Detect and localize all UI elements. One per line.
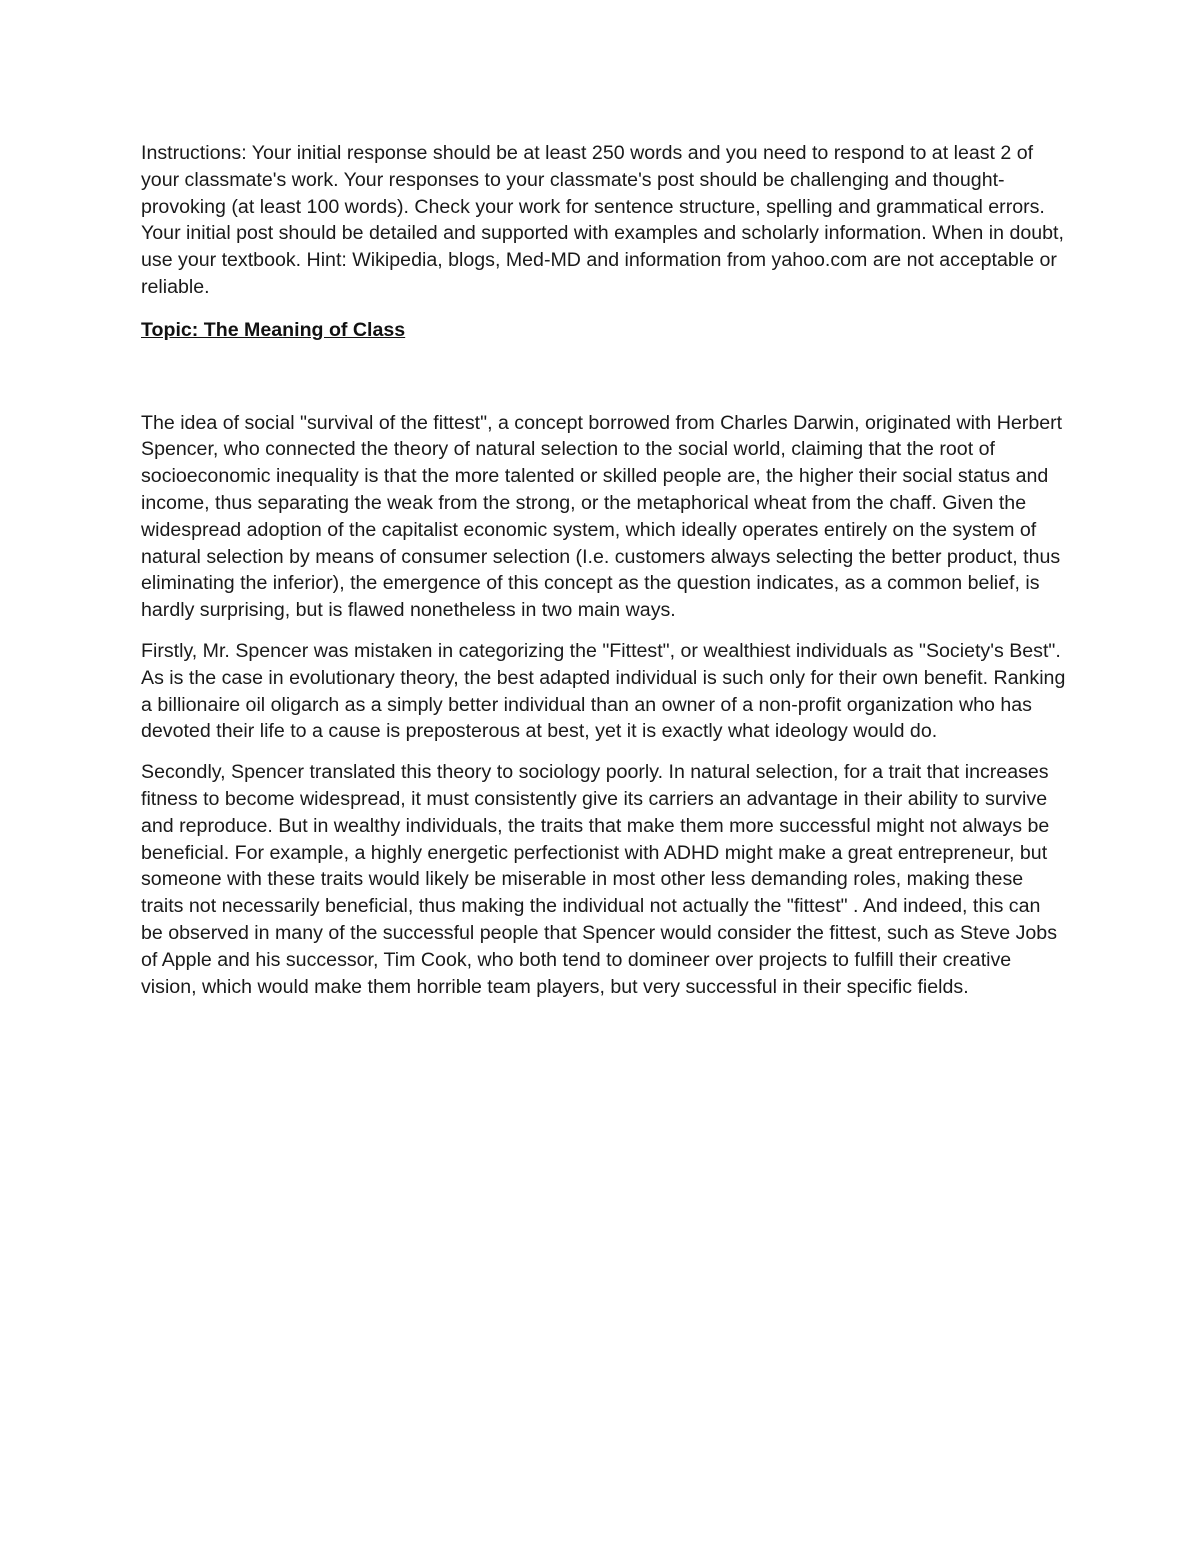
body-paragraph-1: The idea of social "survival of the fittest", a concept borrowed from Charles Darwin, originated with Herbert Spencer, who connected the theory of natural selection to the social world, claiming that the root of socioeconomic inequality is that the more talented or skilled people are, the higher their social status and income, thus separating the weak from the strong, or the metaphorical wheat from the chaff. Given the widespread adoption of the capitalist economic system, which ideally operates entirely on the system of natural selection by means of consumer selection (I.e. customers always selecting the better product, thus eliminating the inferior), the emergence of this concept as the question indicates, as a common belief, is hardly surprising, but is flawed nonetheless in two main ways.	[141, 411, 1063, 622]
body-paragraph-3: Secondly, Spencer translated this theory to sociology poorly. In natural selection, for a trait that increases fitness to become widespread, it must consistently give its carriers an advantage in their ability to survive and reproduce. But in wealthy individuals, the traits that make them more successful might not always be beneficial. For example, a highly energetic perfectionist with ADHD might make a great entrepreneur, but someone with these traits would likely be miserable in most other less demanding roles, making these traits not necessarily beneficial, thus making the individual not actually the "fittest" . And indeed, this can be observed in many of the successful people that Spencer would consider the fittest, such as Steve Jobs of Apple and his successor, Tim Cook, who both tend to domineer over projects to fulfill their creative vision, which would make them horrible team players, but very successful in their specific fields.	[141, 761, 1057, 998]
topic-heading: Topic: The Meaning of Class	[141, 318, 406, 341]
document-body	[141, 140, 1066, 1014]
instructions-paragraph: Instructions: Your initial response should be at least 250 words and you need to respond to at least 2 of your classmate's work. Your responses to your classmate's post should be challenging and thought-provoking (at least 100 words). Check your work for sentence structure, spelling and grammatical errors. Your initial post should be detailed and supported with examples and scholarly information. When in doubt, use your textbook. Hint: Wikipedia, blogs, Med-MD and information from yahoo.com are not acceptable or reliable.	[141, 142, 1064, 298]
body-paragraph-2: Firstly, Mr. Spencer was mistaken in categorizing the "Fittest", or wealthiest individuals as "Society's Best". As is the case in evolutionary theory, the best adapted individual is such only for their own benefit. Ranking a billionaire oil oligarch as a simply better individual than an owner of a non-profit organization who has devoted their life to a cause is preposterous at best, yet it is exactly what ideology would do.	[141, 639, 1066, 743]
